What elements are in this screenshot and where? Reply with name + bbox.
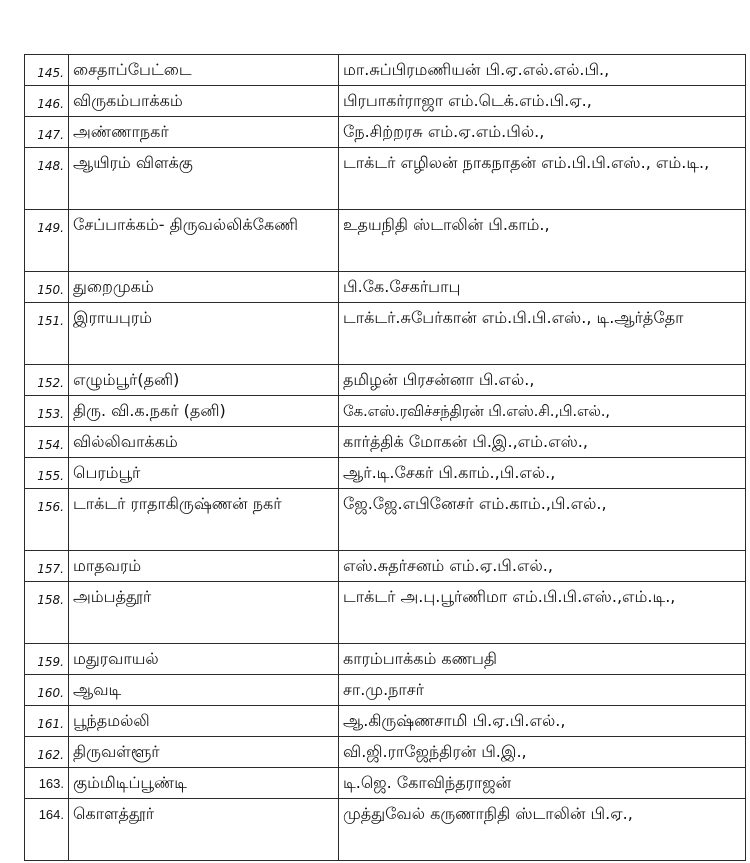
row-number: 149.: [25, 210, 69, 272]
candidate-cell: நே.சிற்றரசு எம்.ஏ.எம்.பில்.,: [339, 117, 746, 148]
candidate-cell: ஜே.ஜே.எபினேசர் எம்.காம்.,பி.எல்.,: [339, 489, 746, 551]
row-number: 160.: [25, 675, 69, 706]
table-row: [25, 799, 746, 861]
row-number: 152.: [25, 365, 69, 396]
table-row: [25, 458, 746, 489]
candidate-cell: டாக்டர்.சுபேர்கான் எம்.பி.பி.எஸ்., டி.ஆர்த்தோ: [339, 303, 746, 365]
row-number: 150.: [25, 272, 69, 303]
constituency-cell: சைதாப்பேட்டை: [69, 55, 339, 86]
constituency-cell: அண்ணாநகர்: [69, 117, 339, 148]
constituency-cell: மதுரவாயல்: [69, 644, 339, 675]
row-number: 154.: [25, 427, 69, 458]
constituency-cell: பெரம்பூர்: [69, 458, 339, 489]
constituency-cell: அம்பத்தூர்: [69, 582, 339, 644]
candidate-cell: முத்துவேல் கருணாநிதி ஸ்டாலின் பி.ஏ.,: [339, 799, 746, 861]
row-number: 153.: [25, 396, 69, 427]
row-number: 158.: [25, 582, 69, 644]
constituency-cell: சேப்பாக்கம்- திருவல்லிக்கேணி: [69, 210, 339, 272]
row-number: 146.: [25, 86, 69, 117]
candidate-table: [24, 54, 746, 861]
constituency-cell: துறைமுகம்: [69, 272, 339, 303]
constituency-cell: வில்லிவாக்கம்: [69, 427, 339, 458]
candidate-cell: கே.எஸ்.ரவிச்சந்திரன் பி.எஸ்.சி.,பி.எல்.,: [339, 396, 746, 427]
row-number: 147.: [25, 117, 69, 148]
row-number: 157.: [25, 551, 69, 582]
row-number: 155.: [25, 458, 69, 489]
row-number: 151.: [25, 303, 69, 365]
candidate-cell: டாக்டர் அ.பு.பூர்ணிமா எம்.பி.பி.எஸ்.,எம்.டி.,: [339, 582, 746, 644]
constituency-cell: விருகம்பாக்கம்: [69, 86, 339, 117]
constituency-cell: ஆயிரம் விளக்கு: [69, 148, 339, 210]
constituency-cell: டாக்டர் ராதாகிருஷ்ணன் நகர்: [69, 489, 339, 551]
constituency-cell: இராயபுரம்: [69, 303, 339, 365]
candidate-cell: காரம்பாக்கம் கணபதி: [339, 644, 746, 675]
candidate-cell: தமிழன் பிரசன்னா பி.எல்.,: [339, 365, 746, 396]
table-row: [25, 148, 746, 210]
candidate-cell: சா.மு.நாசர்: [339, 675, 746, 706]
constituency-cell: கும்மிடிப்பூண்டி: [69, 768, 339, 799]
table-row: [25, 303, 746, 365]
row-number: 163.: [25, 768, 69, 799]
table-row: [25, 427, 746, 458]
table-row: [25, 396, 746, 427]
table-row: [25, 675, 746, 706]
table-row: [25, 737, 746, 768]
candidate-cell: ஆர்.டி.சேகர் பி.காம்.,பி.எல்.,: [339, 458, 746, 489]
candidate-cell: எஸ்.சுதர்சனம் எம்.ஏ.பி.எல்.,: [339, 551, 746, 582]
candidate-cell: ஆ.கிருஷ்ணசாமி பி.ஏ.பி.எல்.,: [339, 706, 746, 737]
candidate-cell: உதயநிதி ஸ்டாலின் பி.காம்.,: [339, 210, 746, 272]
constituency-cell: திரு. வி.க.நகர் (தனி): [69, 396, 339, 427]
constituency-cell: ஆவடி: [69, 675, 339, 706]
constituency-cell: கொளத்தூர்: [69, 799, 339, 861]
candidate-cell: மா.சுப்பிரமணியன் பி.ஏ.எல்.எல்.பி.,: [339, 55, 746, 86]
constituency-cell: எழும்பூர்(தனி): [69, 365, 339, 396]
table-row: [25, 117, 746, 148]
table-row: [25, 582, 746, 644]
table-row: [25, 365, 746, 396]
table-row: [25, 489, 746, 551]
candidate-cell: கார்த்திக் மோகன் பி.இ.,எம்.எஸ்.,: [339, 427, 746, 458]
constituency-cell: பூந்தமல்லி: [69, 706, 339, 737]
row-number: 156.: [25, 489, 69, 551]
row-number: 148.: [25, 148, 69, 210]
candidate-cell: டி.ஜெ. கோவிந்தராஜன்: [339, 768, 746, 799]
row-number: 159.: [25, 644, 69, 675]
table-row: [25, 768, 746, 799]
table-row: [25, 551, 746, 582]
constituency-cell: திருவள்ளூர்: [69, 737, 339, 768]
candidate-cell: பி.கே.சேகர்பாபு: [339, 272, 746, 303]
table-row: [25, 644, 746, 675]
candidate-cell: டாக்டர் எழிலன் நாகநாதன் எம்.பி.பி.எஸ்., எம்.டி.,: [339, 148, 746, 210]
row-number: 164.: [25, 799, 69, 861]
constituency-cell: மாதவரம்: [69, 551, 339, 582]
row-number: 145.: [25, 55, 69, 86]
row-number: 162.: [25, 737, 69, 768]
row-number: 161.: [25, 706, 69, 737]
candidate-cell: பிரபாகர்ராஜா எம்.டெக்.எம்.பி.ஏ.,: [339, 86, 746, 117]
table-row: [25, 706, 746, 737]
table-row: [25, 272, 746, 303]
table-row: [25, 210, 746, 272]
table-row: [25, 86, 746, 117]
table-row: [25, 55, 746, 86]
candidate-cell: வி.ஜி.ராஜேந்திரன் பி.இ.,: [339, 737, 746, 768]
